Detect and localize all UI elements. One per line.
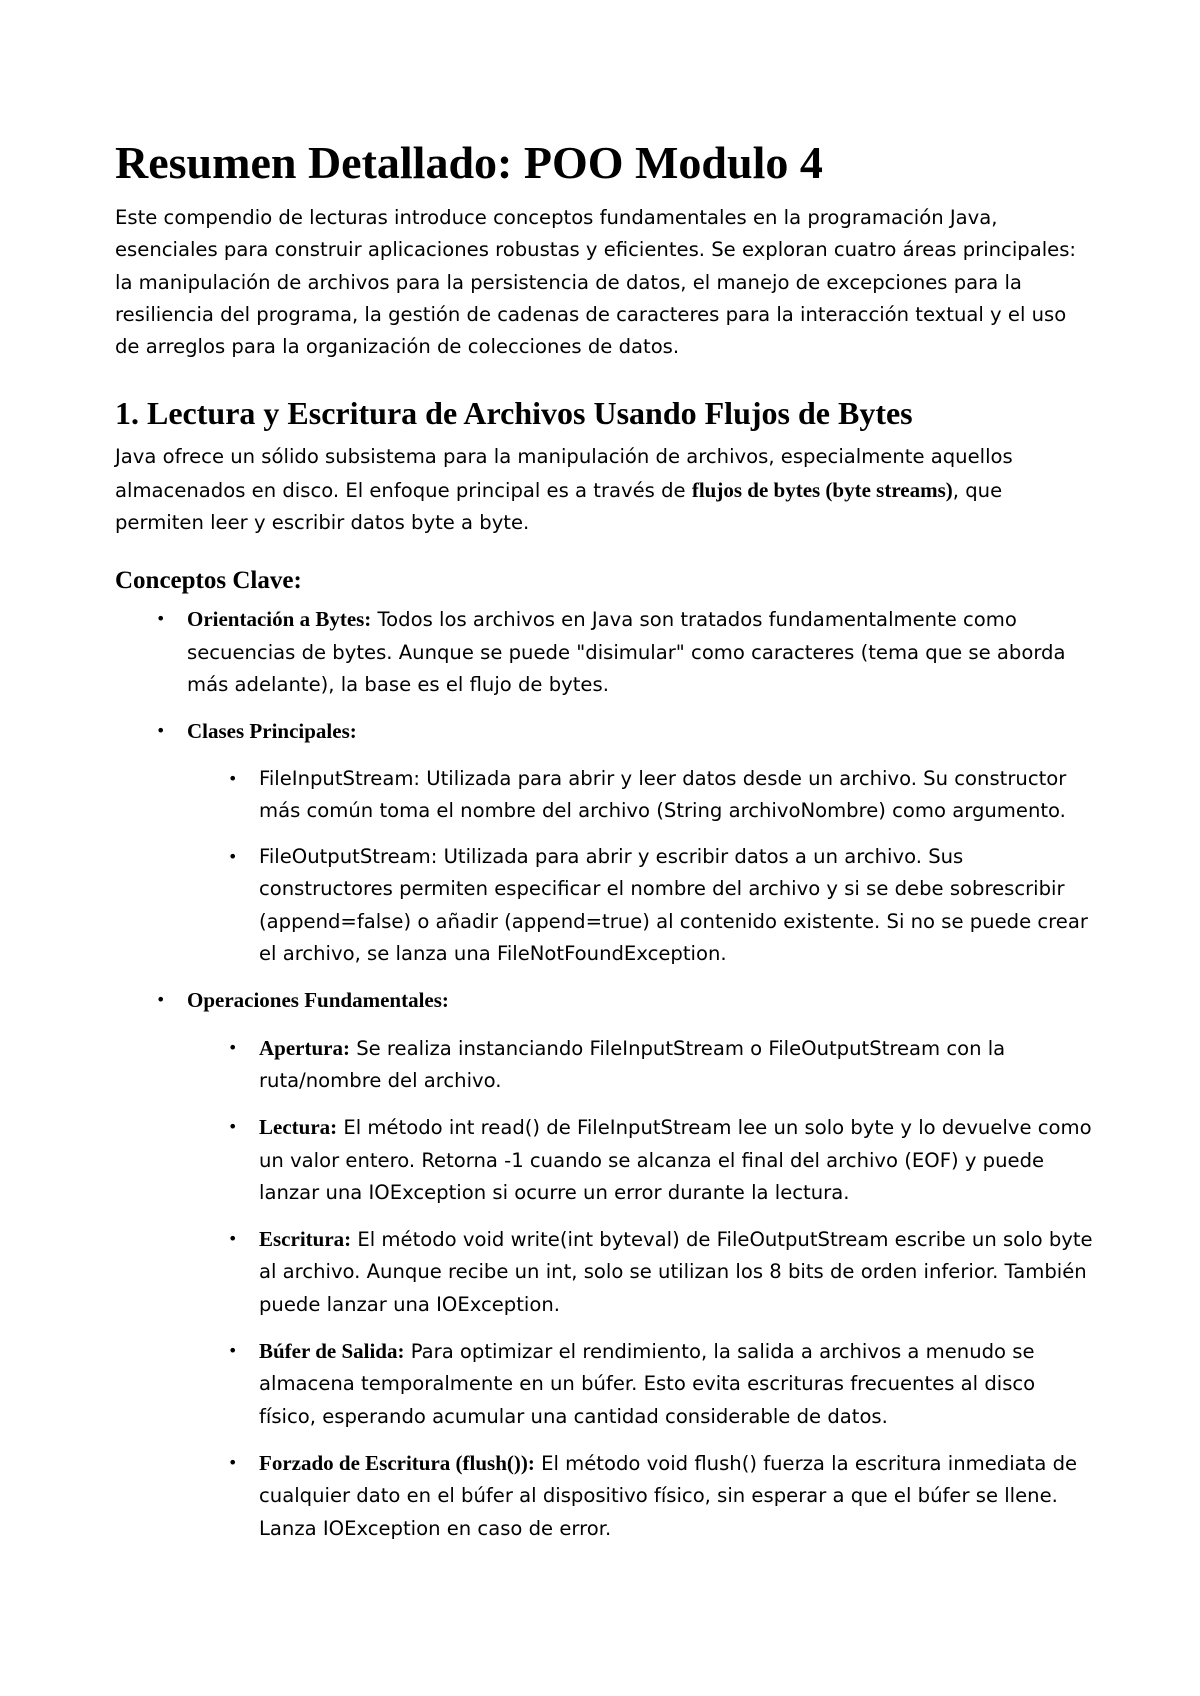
list-item-byte-orientation <box>115 603 1095 701</box>
section-1-paragraph-end: , que permiten leer y escribir datos byte a byte. <box>115 478 1003 535</box>
section-1-paragraph <box>115 441 1095 539</box>
sublist-item-fileinputstream <box>187 763 1095 828</box>
sublist-item-text: Se realiza instanciando FileInputStream o FileOutputStream con la ruta/nombre del archivo. <box>259 1036 1006 1092</box>
page-title: Resumen Detallado: POO Modulo 4 <box>115 137 823 188</box>
sublist-item-text: El método void flush() fuerza la escritura inmediata de cualquier dato en el búfer al dispositivo físico, sin esperar a que el búfer se llene. Lanza IOException en caso de error. <box>259 1451 1078 1540</box>
list-item-main-classes <box>115 715 1095 970</box>
key-concepts-heading: Conceptos Clave: <box>115 567 302 595</box>
key-concepts-list <box>115 603 1095 1544</box>
sublist-item-label: Búfer de Salida: <box>259 1339 405 1364</box>
sublist-item-fileoutputstream <box>187 841 1095 970</box>
sublist-item-label: Forzado de Escritura (flush()): <box>259 1450 535 1475</box>
document-page <box>115 136 1095 1559</box>
sublist-item-reading <box>187 1111 1095 1209</box>
sublist-item-text: Para optimizar el rendimiento, la salida a archivos a menudo se almacena temporalmente en un búfer. Esto evita escrituras frecuentes al disco físico, esperando acumular una cantidad considerable de datos. <box>259 1340 1036 1428</box>
sublist-item-text: El método void write(int byteval) de FileOutputStream escribe un solo byte al archivo. Aunque recibe un int, solo se utilizan los 8 bits de orden inferior. También puede lanzar una IOException. <box>259 1228 1093 1316</box>
sublist-item-label: Apertura: <box>259 1035 350 1060</box>
list-item-label: Clases Principales: <box>187 719 357 744</box>
section-1-paragraph-start: Java ofrece un sólido subsistema para la manipulación de archivos, especialmente aquellos almacenados en disco. El enfoque principal es a través de <box>115 445 1013 502</box>
list-item-fundamental-operations <box>115 984 1095 1544</box>
sublist-item-text: El método int read() de FileInputStream lee un solo byte y lo devuelve como un valor entero. Retorna -1 cuando se alcanza el final del archivo (EOF) y puede lanzar una IOException si ocurre un error durante la lectura. <box>259 1116 1092 1204</box>
intro-paragraph: Este compendio de lecturas introduce conceptos fundamentales en la programación Java, esenciales para construir aplicaciones robustas y eficientes. Se exploran cuatro áreas principales: la manipulación de archivos para la persistencia de datos, el manejo de excepciones para la resiliencia del programa, la gestión de cadenas de caracteres para la interacción textual y el uso de arreglos para la organización de colecciones de datos. <box>115 206 1077 359</box>
byte-streams-term: flujos de bytes (byte streams) <box>691 477 953 502</box>
section-1-heading: 1. Lectura y Escritura de Archivos Usando Flujos de Bytes <box>115 395 913 432</box>
list-item-text: Todos los archivos en Java son tratados fundamentalmente como secuencias de bytes. Aunque se puede "disimular" como caracteres (tema que se aborda más adelante), la base es el flujo de bytes. <box>187 608 1066 696</box>
sublist-item-writing <box>187 1223 1095 1321</box>
main-classes-sublist <box>187 763 1095 971</box>
sublist-item-text: FileInputStream: Utilizada para abrir y leer datos desde un archivo. Su constructor más común toma el nombre del archivo (String archivoNombre) como argumento. <box>259 766 1067 822</box>
list-item-label: Operaciones Fundamentales: <box>187 988 449 1013</box>
sublist-item-label: Lectura: <box>259 1115 338 1140</box>
operations-sublist <box>187 1032 1095 1545</box>
sublist-item-label: Escritura: <box>259 1227 352 1252</box>
list-item-label: Orientación a Bytes: <box>187 607 372 632</box>
sublist-item-flush <box>187 1447 1095 1545</box>
sublist-item-opening <box>187 1032 1095 1098</box>
sublist-item-output-buffer <box>187 1335 1095 1433</box>
sublist-item-text: FileOutputStream: Utilizada para abrir y escribir datos a un archivo. Sus constructores permiten especificar el nombre del archivo y si se debe sobrescribir (append=false) o añadir (append=true) al contenido existente. Si no se puede crear el archivo, se lanza una FileNotFoundException. <box>259 845 1088 966</box>
